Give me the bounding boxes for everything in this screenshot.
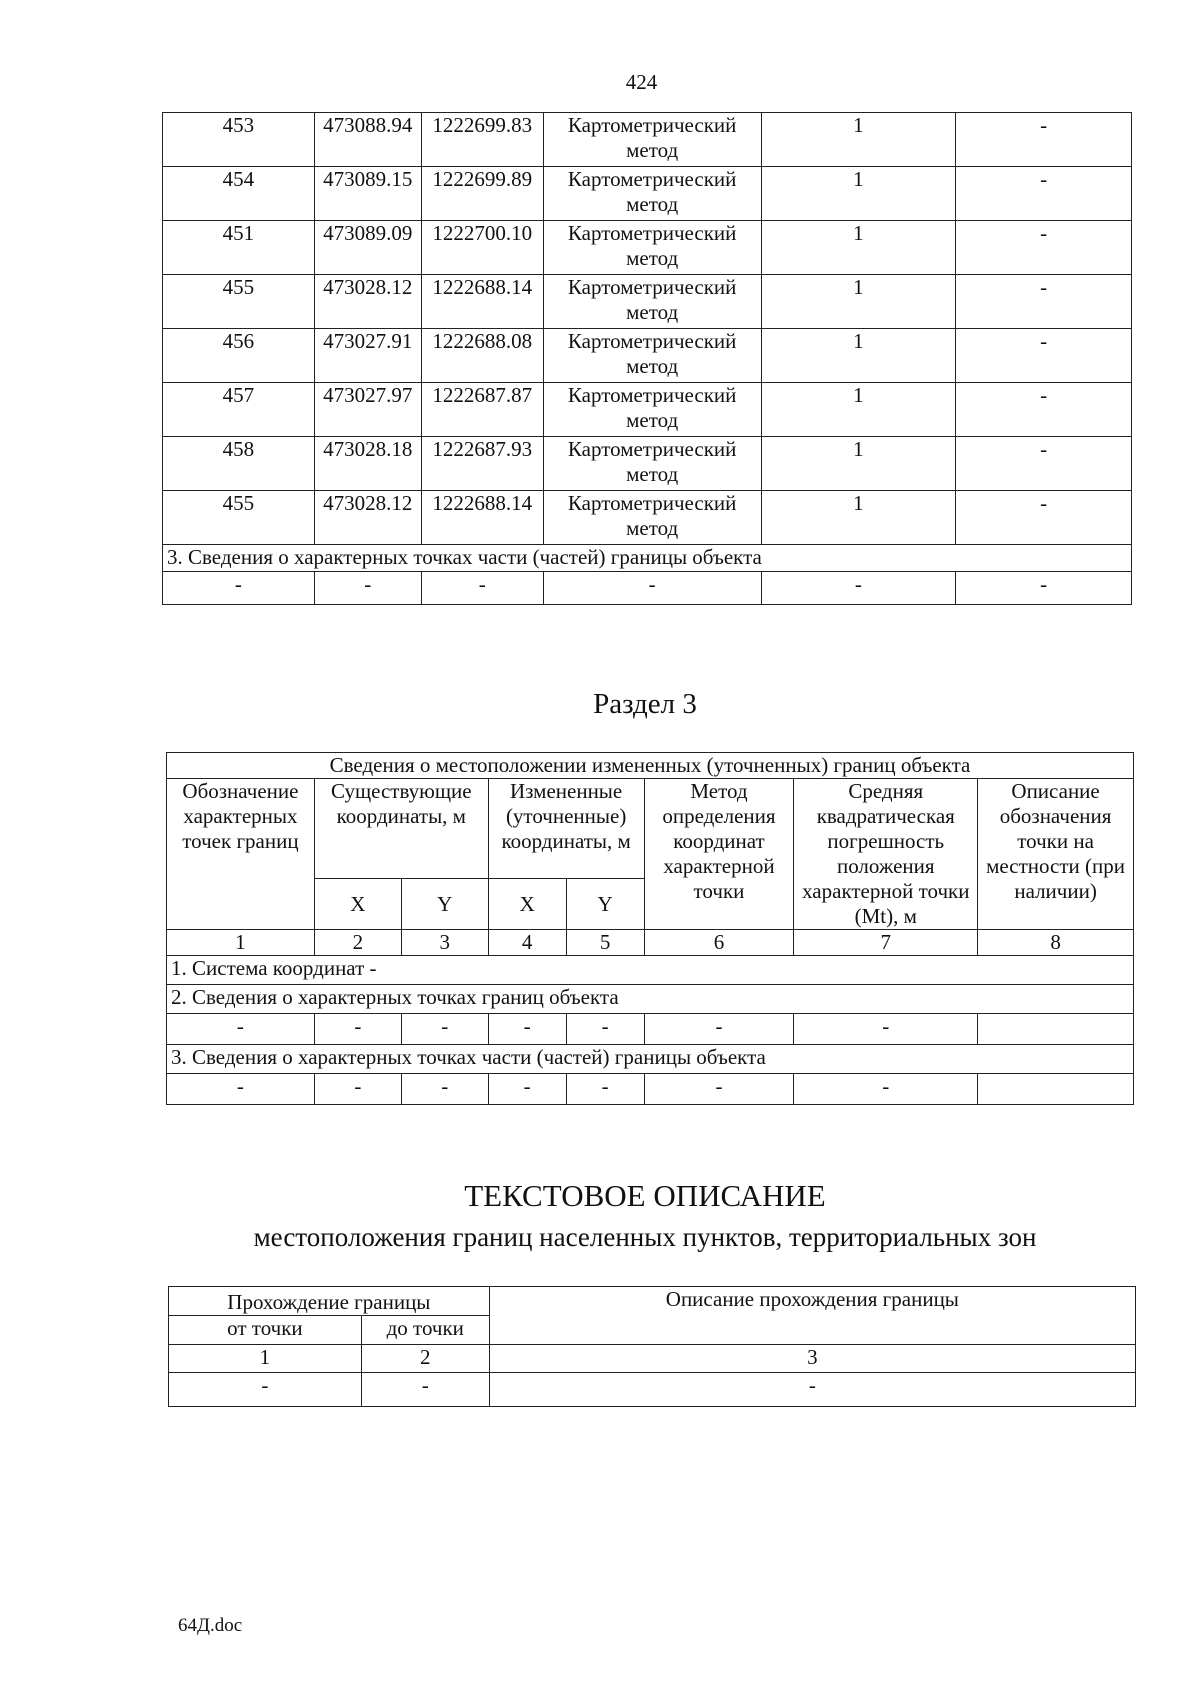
table-row (163, 113, 1132, 167)
table-cell-y: 1222699.89 (421, 167, 543, 221)
section-heading: Раздел 3 (593, 688, 697, 720)
changed-boundaries-table (166, 752, 1134, 1105)
section-row (167, 956, 1134, 985)
column-header: Прохождение границы (169, 1287, 490, 1316)
table-cell-desc: - (956, 275, 1132, 329)
column-header: до точки (361, 1316, 489, 1345)
table-cell: - (167, 1014, 315, 1045)
table-cell-point: 458 (163, 437, 315, 491)
table-cell-method: Картометрический метод (543, 167, 761, 221)
table-cell: - (488, 1074, 566, 1105)
table-row (167, 1014, 1134, 1045)
table-cell: - (169, 1373, 362, 1407)
table-cell-point: 457 (163, 383, 315, 437)
table-cell: - (794, 1074, 978, 1105)
column-header: Описание обозначения точки на местности (при наличии) (978, 779, 1134, 930)
table-cell-y: 1222700.10 (421, 221, 543, 275)
table-cell-desc: - (956, 329, 1132, 383)
boundary-points-table (162, 112, 1132, 605)
table-row (163, 572, 1132, 605)
column-number: 1 (167, 930, 315, 956)
table-cell-desc: - (956, 437, 1132, 491)
text-description-title: ТЕКСТОВОЕ ОПИСАНИЕ (464, 1178, 826, 1213)
table-cell-y: 1222688.08 (421, 329, 543, 383)
table-cell-method: Картометрический метод (543, 221, 761, 275)
section-label: 3. Сведения о характерных точках части (частей) границы объекта (163, 545, 1132, 572)
table-cell-method: Картометрический метод (543, 113, 761, 167)
table-caption-row (167, 753, 1134, 779)
table-cell: - (488, 1014, 566, 1045)
column-header-x: X (314, 879, 401, 930)
column-header: от точки (169, 1316, 362, 1345)
table-cell-desc: - (956, 167, 1132, 221)
table-cell-precision: 1 (761, 167, 956, 221)
table-cell-point: 455 (163, 491, 315, 545)
table-cell-desc: - (956, 221, 1132, 275)
table-cell-x: 473028.12 (314, 491, 421, 545)
column-header-y: Y (566, 879, 644, 930)
column-header: Средняя квадратическая погрешность положения характерной точки (Mt), м (794, 779, 978, 930)
table-cell: - (644, 1074, 794, 1105)
table-row (163, 437, 1132, 491)
column-number: 3 (489, 1345, 1135, 1373)
table-cell-x: 473027.91 (314, 329, 421, 383)
column-number: 3 (401, 930, 488, 956)
table-row (163, 329, 1132, 383)
table-cell-y: 1222699.83 (421, 113, 543, 167)
table-cell-y: 1222687.87 (421, 383, 543, 437)
column-header: Метод определения координат характерной точки (644, 779, 794, 930)
table-row (163, 221, 1132, 275)
table-cell-precision: 1 (761, 275, 956, 329)
boundary-passage-table (168, 1286, 1136, 1407)
table-cell: - (163, 572, 315, 605)
section-row (163, 545, 1132, 572)
table-cell: - (401, 1074, 488, 1105)
table-cell: - (761, 572, 956, 605)
column-number-row (167, 930, 1134, 956)
table-cell-precision: 1 (761, 113, 956, 167)
table-cell-x: 473088.94 (314, 113, 421, 167)
table-cell-method: Картометрический метод (543, 383, 761, 437)
column-number: 6 (644, 930, 794, 956)
table-caption: Сведения о местоположении измененных (уточненных) границ объекта (167, 753, 1134, 779)
column-number: 2 (361, 1345, 489, 1373)
table-header-row (169, 1287, 1136, 1316)
table-cell: - (421, 572, 543, 605)
section-row (167, 985, 1134, 1014)
table-cell-y: 1222687.93 (421, 437, 543, 491)
column-header-x: X (488, 879, 566, 930)
table-cell: - (489, 1373, 1135, 1407)
table-row (167, 1074, 1134, 1105)
table-cell-point: 451 (163, 221, 315, 275)
table-row (163, 383, 1132, 437)
table-cell-y: 1222688.14 (421, 491, 543, 545)
column-number: 7 (794, 930, 978, 956)
table-cell: - (314, 1014, 401, 1045)
table-cell-method: Картометрический метод (543, 491, 761, 545)
table-cell-method: Картометрический метод (543, 437, 761, 491)
table-cell: - (566, 1014, 644, 1045)
table-header-row (167, 779, 1134, 879)
table-cell-y: 1222688.14 (421, 275, 543, 329)
table-cell: - (794, 1014, 978, 1045)
table-cell: - (543, 572, 761, 605)
column-header: Измененные (уточненные) координаты, м (488, 779, 644, 879)
table-cell-desc: - (956, 383, 1132, 437)
table-cell: - (314, 572, 421, 605)
table-cell: - (401, 1014, 488, 1045)
section-label: 2. Сведения о характерных точках границ объекта (167, 985, 1134, 1014)
table-cell-point: 453 (163, 113, 315, 167)
table-row (163, 275, 1132, 329)
table-cell-x: 473028.12 (314, 275, 421, 329)
table-cell: - (314, 1074, 401, 1105)
column-number: 4 (488, 930, 566, 956)
table-cell-method: Картометрический метод (543, 329, 761, 383)
section-row (167, 1045, 1134, 1074)
table-cell-precision: 1 (761, 383, 956, 437)
page-number: 424 (625, 70, 658, 94)
table-cell-method: Картометрический метод (543, 275, 761, 329)
table-cell-point: 456 (163, 329, 315, 383)
table-cell-desc: - (956, 113, 1132, 167)
table-cell-x: 473028.18 (314, 437, 421, 491)
column-number-row (169, 1345, 1136, 1373)
section-label: 1. Система координат - (167, 956, 1134, 985)
section-label: 3. Сведения о характерных точках части (частей) границы объекта (167, 1045, 1134, 1074)
footer-filename: 64Д.doc (178, 1615, 243, 1636)
table-cell-point: 454 (163, 167, 315, 221)
table-cell: - (167, 1074, 315, 1105)
column-number: 8 (978, 930, 1134, 956)
table-cell-x: 473089.15 (314, 167, 421, 221)
text-description-subtitle: местоположения границ населенных пунктов, территориальных зон (253, 1222, 1037, 1252)
table-cell-precision: 1 (761, 437, 956, 491)
table-cell-precision: 1 (761, 329, 956, 383)
table-cell: - (566, 1074, 644, 1105)
table-cell-precision: 1 (761, 221, 956, 275)
column-header-y: Y (401, 879, 488, 930)
column-header: Обозначение характерных точек границ (167, 779, 315, 930)
table-cell-point: 455 (163, 275, 315, 329)
column-header: Описание прохождения границы (489, 1287, 1135, 1345)
table-cell (978, 1074, 1134, 1105)
table-cell: - (644, 1014, 794, 1045)
table-cell-precision: 1 (761, 491, 956, 545)
table-cell: - (361, 1373, 489, 1407)
table-cell: - (956, 572, 1132, 605)
column-number: 1 (169, 1345, 362, 1373)
table-cell-desc: - (956, 491, 1132, 545)
table-cell-x: 473089.09 (314, 221, 421, 275)
column-header: Существующие координаты, м (314, 779, 488, 879)
table-cell (978, 1014, 1134, 1045)
table-cell-x: 473027.97 (314, 383, 421, 437)
table-row (169, 1373, 1136, 1407)
table-row (163, 167, 1132, 221)
column-number: 2 (314, 930, 401, 956)
table-row (163, 491, 1132, 545)
column-number: 5 (566, 930, 644, 956)
